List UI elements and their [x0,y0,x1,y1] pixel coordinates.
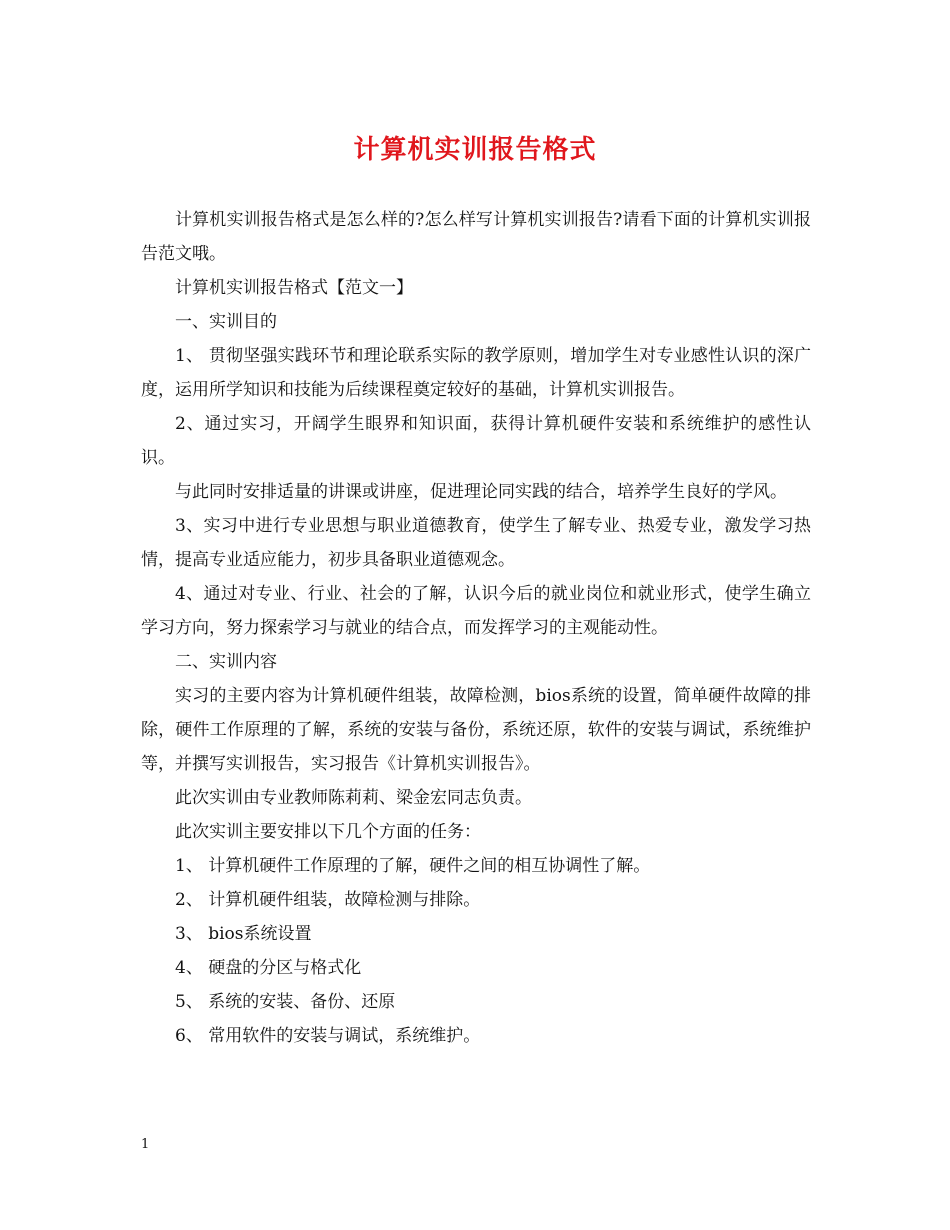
section-heading-content: 二、实训内容 [175,652,277,672]
page-number: 1 [141,1137,150,1152]
paragraph-content-main: 实习的主要内容为计算机硬件组装，故障检测，bios系统的设置，简单硬件故障的排除，硬件工作原理的了解，系统的安装与备份，系统还原，软件的安装与调试，系统维护等，并撰写实训报告，实习报告《计算机实训报告》。 [141,686,811,774]
list-item-task-4: 4、 硬盘的分区与格式化 [175,958,362,978]
list-item-task-5: 5、 系统的安装、备份、还原 [175,992,396,1012]
paragraph-responsible-teachers: 此次实训由专业教师陈莉莉、梁金宏同志负责。 [175,788,532,808]
paragraph-purpose-4: 4、通过对专业、行业、社会的了解，认识今后的就业岗位和就业形式，使学生确立学习方向，努力探索学习与就业的结合点，而发挥学习的主观能动性。 [141,584,811,638]
paragraph-tasks-intro: 此次实训主要安排以下几个方面的任务： [175,822,481,842]
paragraph-purpose-2: 2、通过实习，开阔学生眼界和知识面，获得计算机硬件安装和系统维护的感性认识。 [141,414,811,468]
list-item-task-3: 3、 bios系统设置 [175,924,312,944]
paragraph-purpose-3: 3、实习中进行专业思想与职业道德教育，使学生了解专业、热爱专业，激发学习热情，提高专业适应能力，初步具备职业道德观念。 [141,516,811,570]
paragraph-intro: 计算机实训报告格式是怎么样的?怎么样写计算机实训报告?请看下面的计算机实训报告范文哦。 [141,210,811,264]
document-title: 计算机实训报告格式 [353,135,597,165]
paragraph-purpose-1: 1、 贯彻坚强实践环节和理论联系实际的教学原则，增加学生对专业感性认识的深广度，运用所学知识和技能为后续课程奠定较好的基础，计算机实训报告。 [141,346,811,400]
paragraph-purpose-2-extra: 与此同时安排适量的讲课或讲座，促进理论同实践的结合，培养学生良好的学风。 [175,482,787,502]
list-item-task-1: 1、 计算机硬件工作原理的了解，硬件之间的相互协调性了解。 [175,856,651,876]
paragraph-sample-heading: 计算机实训报告格式【范文一】 [175,278,413,298]
list-item-task-2: 2、 计算机硬件组装，故障检测与排除。 [175,890,481,910]
section-heading-purpose: 一、实训目的 [175,312,277,332]
list-item-task-6: 6、 常用软件的安装与调试，系统维护。 [175,1026,481,1046]
document-body [141,203,811,1053]
